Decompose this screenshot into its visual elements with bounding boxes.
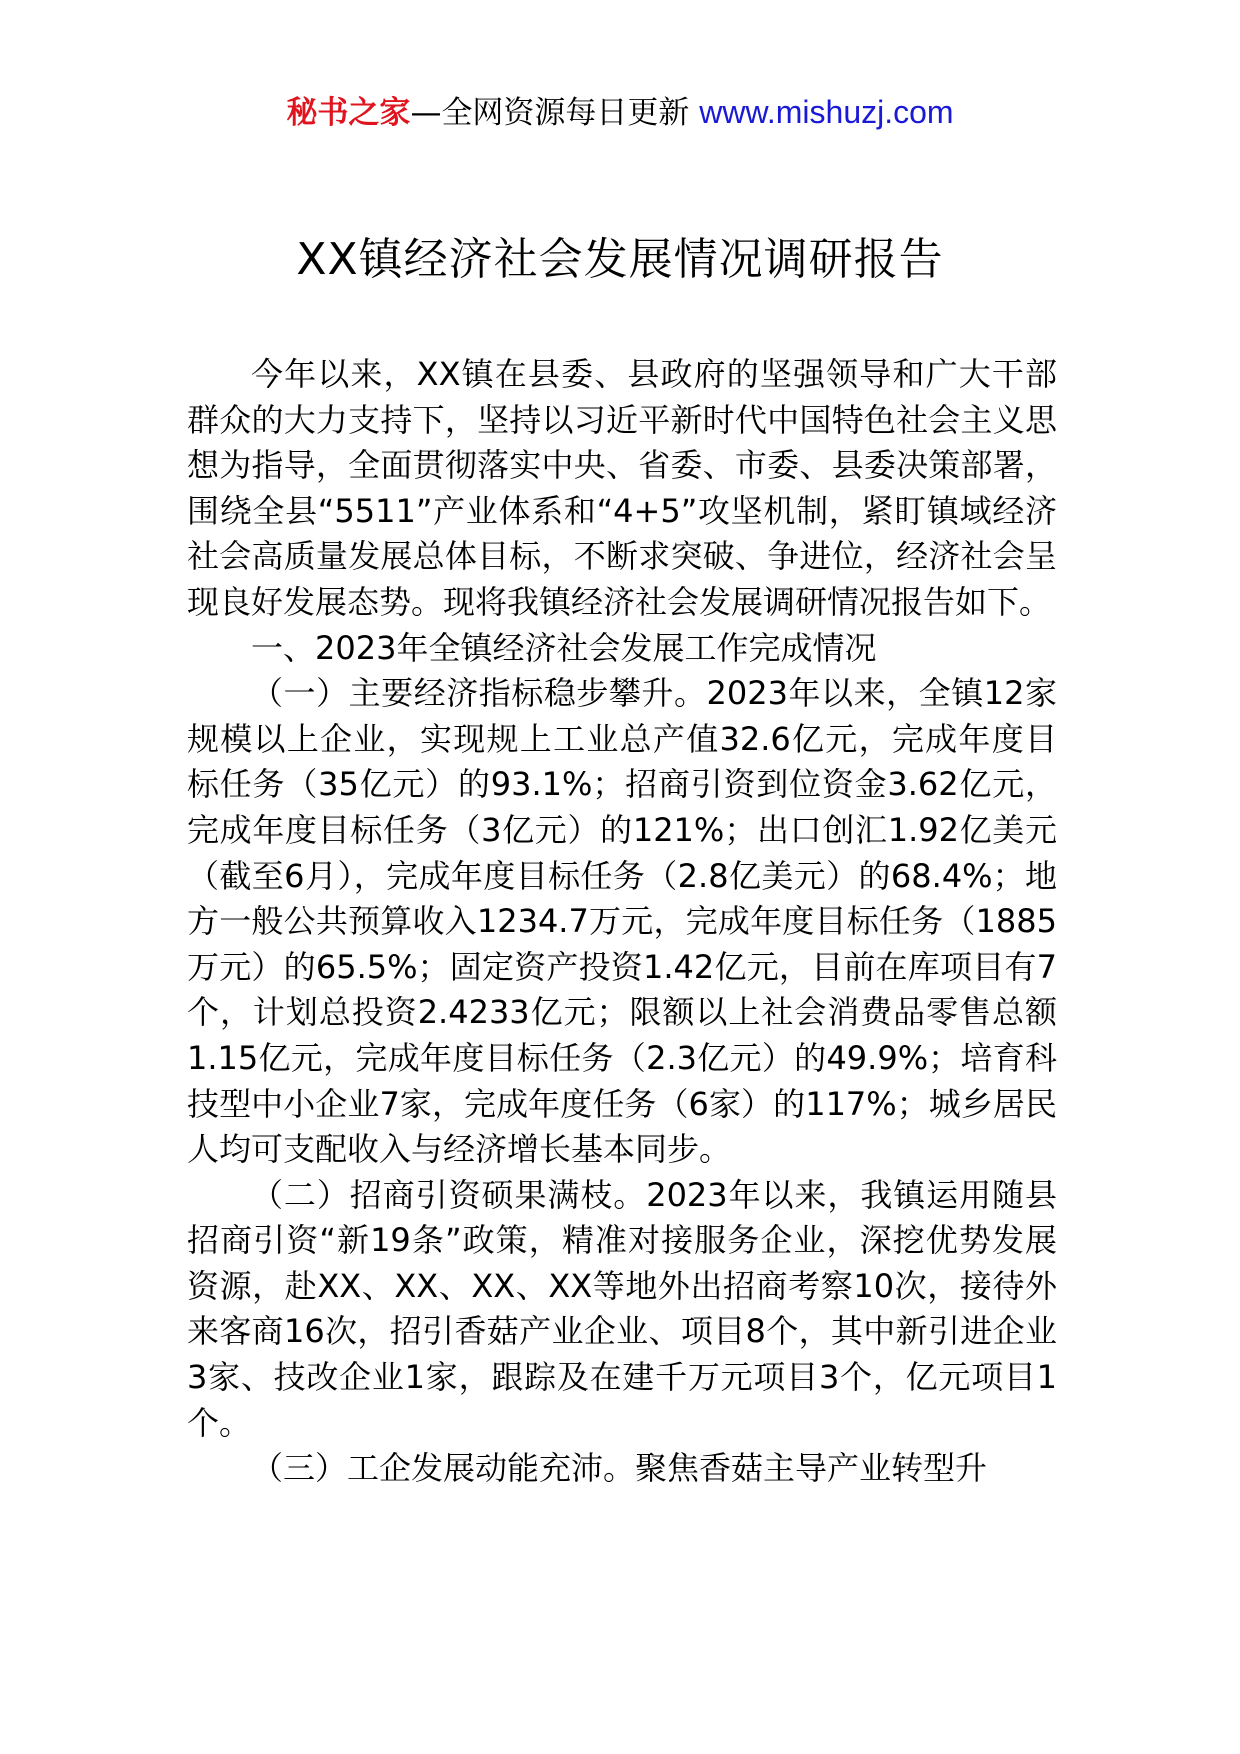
site-slogan: —全网资源每日更新 — [410, 95, 700, 131]
paragraph-industry: （三）工企发展动能充沛。聚焦香菇主导产业转型升 — [251, 1449, 988, 1488]
site-url-link[interactable]: www.mishuzj.com — [699, 94, 954, 130]
site-brand: 秘书之家 — [286, 95, 411, 131]
site-header — [0, 92, 1240, 133]
paragraph-intro: 今年以来，XX镇在县委、县政府的坚强领导和广大干部群众的大力支持下，坚持以习近平新时代中国特色社会主义思想为指导，全面贯彻落实中央、省委、市委、县委决策部署，围绕全县“5511”产业体系和“4+5”攻坚机制，紧盯镇域经济社会高质量发展总体目标，不断求突破、争进位，经济社会呈现良好发展态势。现将我镇经济社会发展调研情况报告如下。 — [187, 355, 1057, 621]
paragraph-investment: （二）招商引资硕果满枝。2023年以来，我镇运用随县招商引资“新19条”政策，精准对接服务企业，深挖优势发展资源，赴XX、XX、XX、XX等地外出招商考察10次，接待外来客商16次，招引香菇产业企业、项目8个，其中新引进企业3家、技改企业1家，跟踪及在建千万元项目3个，亿元项目1个。 — [187, 1175, 1057, 1442]
section-heading-1: 一、2023年全镇经济社会发展工作完成情况 — [251, 628, 877, 667]
paragraph-economic-indicators: （一）主要经济指标稳步攀升。2023年以来，全镇12家规模以上企业，实现规上工业总产值32.6亿元，完成年度目标任务（35亿元）的93.1%；招商引资到位资金3.62亿元，完成年度目标任务（3亿元）的121%；出口创汇1.92亿美元（截至6月），完成年度目标任务（2.8亿美元）的68.4%；地方一般公共预算收入1234.7万元，完成年度目标任务（1885万元）的65.5%；固定资产投资1.42亿元，目前在库项目有7个，计划总投资2.4233亿元；限额以上社会消费品零售总额1.15亿元，完成年度目标任务（2.3亿元）的49.9%；培育科技型中小企业7家，完成年度任务（6家）的117%；城乡居民人均可支配收入与经济增长基本同步。 — [187, 674, 1057, 1169]
document-body — [187, 352, 1057, 1492]
document-title: XX镇经济社会发展情况调研报告 — [296, 234, 944, 285]
